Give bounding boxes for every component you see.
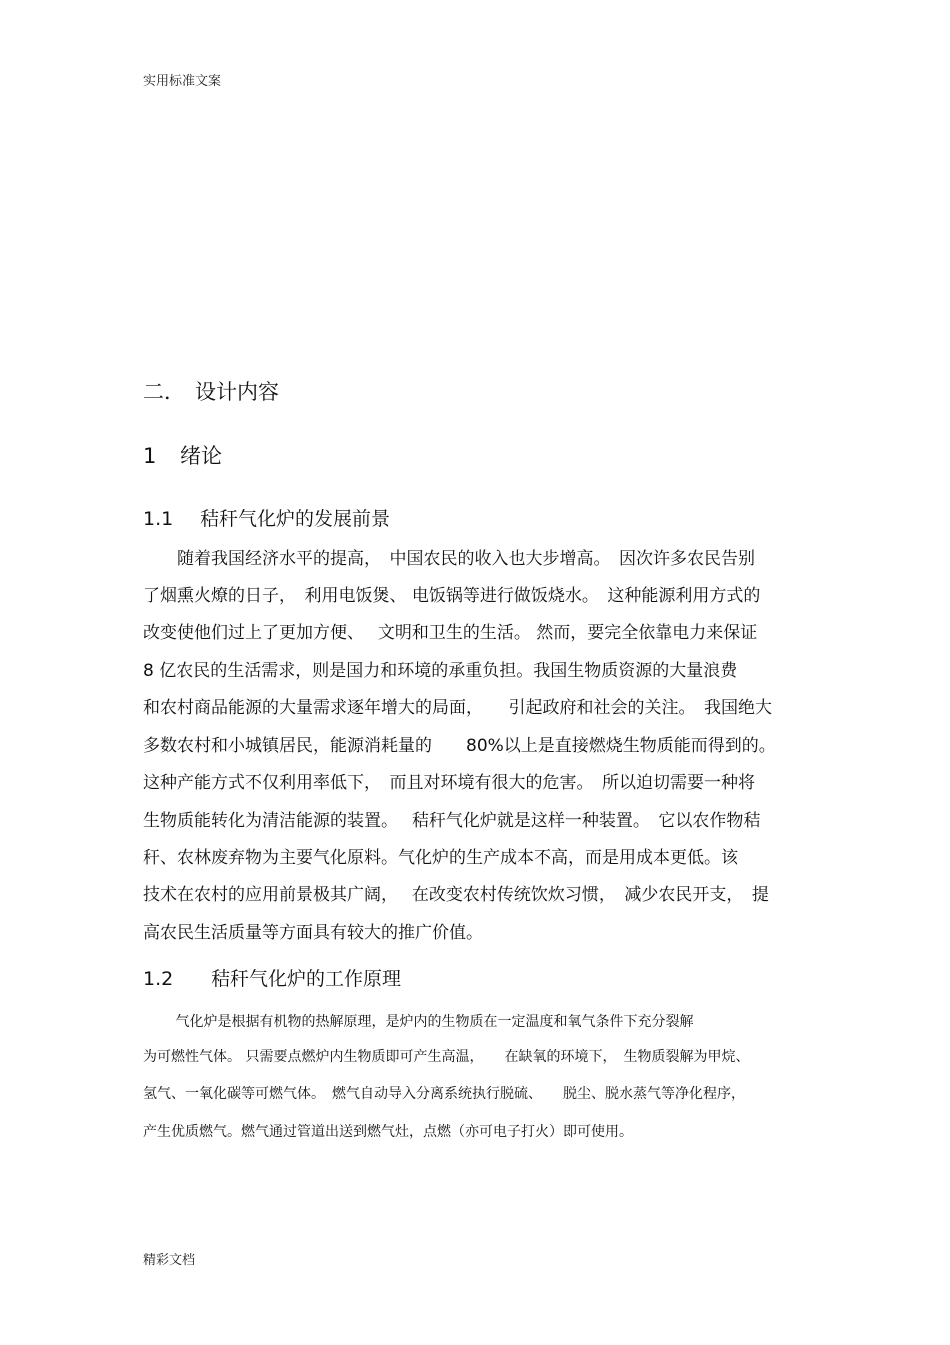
section-number: 二． bbox=[143, 380, 185, 404]
subsection-title: 秸秆气化炉的工作原理 bbox=[211, 968, 402, 990]
paragraph-line: 多数农村和小城镇居民，能源消耗量的 80%以上是直接燃烧生物质能而得到的。 bbox=[143, 736, 776, 756]
subsection-number: 1.1 bbox=[143, 508, 174, 530]
paragraph-line: 秆、农林废弃物为主要气化原料。气化炉的生产成本不高，而是用成本更低。该 bbox=[143, 848, 738, 868]
chapter-number: 1 bbox=[143, 444, 157, 468]
paragraph-line: 技术在农村的应用前景极其广阔， 在改变农村传统饮炊习惯， 减少农民开支， 提 bbox=[143, 885, 769, 905]
paragraph-line: 随着我国经济水平的提高， 中国农民的收入也大步增高。 因次许多农民告别 bbox=[143, 549, 755, 569]
paragraph-line: 了烟熏火燎的日子， 利用电饭煲、 电饭锅等进行做饭烧水。 这种能源利用方式的 bbox=[143, 586, 761, 606]
paragraph-line: 气化炉是根据有机物的热解原理，是炉内的生物质在一定温度和氧气条件下充分裂解 bbox=[143, 1014, 694, 1030]
section-title: 设计内容 bbox=[195, 380, 279, 404]
paragraph-line: 产生优质燃气。燃气通过管道出送到燃气灶，点燃（亦可电子打火）即可使用。 bbox=[143, 1124, 633, 1140]
page-footer: 精彩文档 bbox=[143, 1253, 196, 1268]
page-header: 实用标准文案 bbox=[143, 74, 222, 89]
paragraph-line: 高农民生活质量等方面具有较大的推广价值。 bbox=[143, 923, 483, 943]
paragraph-line: 改变使他们过上了更加方便、 文明和卫生的生活。 然而，要完全依靠电力来保证 bbox=[143, 623, 758, 643]
paragraph-line: 氢气、一氧化碳等可燃气体。 燃气自动导入分离系统执行脱硫、 脱尘、脱水蒸气等净化程序， bbox=[143, 1086, 745, 1102]
paragraph-line: 和农村商品能源的大量需求逐年增大的局面， 引起政府和社会的关注。 我国绝大 bbox=[143, 698, 772, 718]
chapter-heading bbox=[143, 440, 222, 470]
paragraph-line: 这种产能方式不仅利用率低下， 而且对环境有很大的危害。 所以迫切需要一种将 bbox=[143, 773, 755, 793]
subsection-heading-1-1 bbox=[143, 504, 390, 531]
paragraph-line: 8 亿农民的生活需求，则是国力和环境的承重负担。我国生物质资源的大量浪费 bbox=[143, 661, 738, 681]
subsection-title: 秸秆气化炉的发展前景 bbox=[200, 508, 391, 530]
paragraph-line: 为可燃性气体。 只需要点燃炉内生物质即可产生高温， 在缺氧的环境下， 生物质裂解为甲烷、 bbox=[143, 1049, 750, 1065]
section-heading bbox=[143, 376, 279, 406]
subsection-number: 1.2 bbox=[143, 968, 174, 990]
chapter-title: 绪论 bbox=[180, 444, 222, 468]
subsection-heading-1-2 bbox=[143, 964, 401, 991]
paragraph-line: 生物质能转化为清洁能源的装置。 秸秆气化炉就是这样一种装置。 它以农作物秸 bbox=[143, 811, 761, 831]
